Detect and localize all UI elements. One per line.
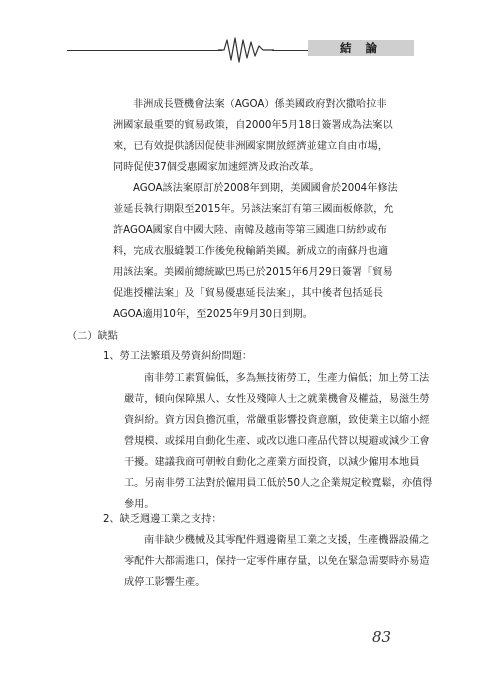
text-line: 零配件大都需進口，保持一定零件庫存量，以免在緊急需要時亦易造 (124, 556, 430, 567)
text-line: 並延長執行期限至2015年。另該法案訂有第三國面板條款，允 (113, 204, 394, 215)
text-line: 資糾紛。資方因負擔沉重，常嚴重影響投資意願，致使業主以縮小經 (124, 415, 430, 426)
page-number: 83 (372, 628, 392, 646)
chapter-title: 結 論 (308, 40, 414, 56)
text-line: 非洲成長暨機會法案（AGOA）係美國政府對次撒哈拉非 (133, 99, 387, 110)
heartbeat-wave-icon (218, 36, 274, 64)
paragraph-labor-law (124, 368, 433, 515)
text-line: 營規模、或採用自動化生產、或改以進口產品代替以規避或減少工會 (124, 436, 430, 447)
text-line: 用該法案。美國前總統歐巴馬已於2015年6月29日簽署「貿易 (113, 267, 393, 278)
header-rule-left (67, 50, 222, 51)
text-line: 料，完成衣服縫製工作後免稅輸銷美國。新成立的南蘇丹也適 (113, 246, 389, 257)
paragraph-agoa-intro (113, 94, 407, 178)
item-title-labor-law: 1、勞工法繁瑣及勞資糾紛問題： (103, 351, 253, 362)
text-line: AGOA該法案原訂於2008年到期，美國國會於2004年修法 (133, 183, 398, 194)
text-line: 干擾。建議我商可朝較自動化之產業方面投資，以減少僱用本地員 (124, 457, 420, 468)
text-line: 成停工影響生產。 (124, 577, 206, 588)
text-line: 南非缺少機械及其零配件週邊衛星工業之支援，生產機器設備之 (144, 535, 430, 546)
header-rule-right (272, 50, 308, 51)
section-heading-disadvantages: （二）缺點 (67, 331, 118, 342)
text-line: 許AGOA國家自中國大陸、南韓及越南等第三國進口紡紗或布 (113, 225, 387, 236)
text-line: 同時促使37個受惠國家加速經濟及政治改革。 (113, 162, 320, 173)
paragraph-agoa-extension (113, 178, 407, 325)
text-line: 促進授權法案」及「貿易優惠延長法案」，其中後者包括延長 (113, 288, 383, 299)
text-line: AGOA適用10年，至2025年9月30日到期。 (113, 309, 313, 320)
text-line: 南非勞工素質偏低，多為無技術勞工，生產力偏低；加上勞工法 (144, 373, 430, 384)
text-line: 來，已有效提供誘因促使非洲國家開放經濟並建立自由市場， (113, 141, 389, 152)
text-line: 工。另南非勞工法對於僱用員工低於50人之企業規定較寬鬆，亦值得 (124, 478, 433, 489)
text-line: 洲國家最重要的貿易政策，自2000年5月18日簽署成為法案以 (113, 120, 393, 131)
item-title-supporting-industry: 2、缺乏週邊工業之支持： (103, 514, 222, 525)
text-line: 嚴苛，傾向保障黑人、女性及殘障人士之就業機會及權益，易滋生勞 (124, 394, 430, 405)
paragraph-supporting-industry (124, 530, 430, 593)
text-line: 參用。 (124, 499, 155, 510)
